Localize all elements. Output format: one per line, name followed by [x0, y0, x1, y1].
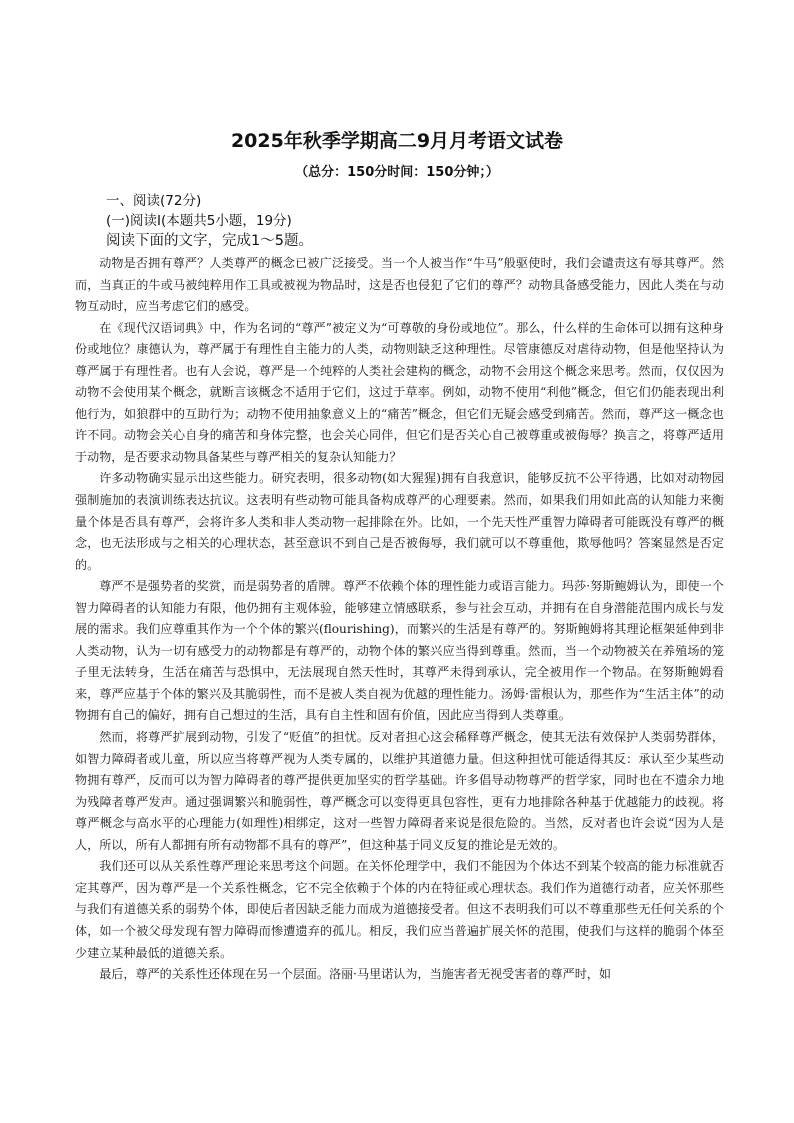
- passage-paragraph: 动物是否拥有尊严？人类尊严的概念已被广泛接受。当一个人被当作“牛马”般驱使时，我们会谴责这有辱其尊严。然而，当真正的牛或马被纯粹用作工具或被视为物品时，这是否也侵犯了它们的尊严？动物具备感受能力，因此人类在与动物互动时，应当考虑它们的感受。: [75, 256, 724, 314]
- passage-paragraph: 最后，尊严的关系性还体现在另一个层面。洛丽·马里诺认为，当施害者无视受害者的尊严时，如: [99, 967, 611, 982]
- section-heading: 一、阅读(72分): [106, 193, 202, 209]
- exam-title: 2025年秋季学期高二9月月考语文试卷: [230, 130, 564, 152]
- passage-paragraph: 许多动物确实显示出这些能力。研究表明，很多动物(如大猩猩)拥有自我意识，能够反抗不公平待遇，比如对动物园强制施加的表演训练表达抗议。这表明有些动物可能具备构成尊严的心理要素。然而，如果我们用如此高的认知能力来衡量个体是否具有尊严，会将许多人类和非人类动物一起排除在外。比如，一个先天性严重智力障碍者可能既没有尊严的概念，也无法形成与之相关的心理状态，甚至意识不到自己是否被侮辱，我们就可以不尊重他，欺辱他吗？答案显然是否定的。: [75, 471, 724, 572]
- sub-section-heading: (一)阅读Ⅰ(本题共5小题，19分): [106, 213, 292, 229]
- reading-instruction: 阅读下面的文字，完成1～5题。: [106, 233, 313, 249]
- passage-paragraph: 我们还可以从关系性尊严理论来思考这个问题。在关怀伦理学中，我们不能因为个体达不到某个较高的能力标准就否定其尊严，因为尊严是一个关系性概念，它不完全依赖于个体的内在特征或心理状态。我们作为道德行动者，应关怀那些与我们有道德关系的弱势个体，即使后者因缺乏能力而成为道德接受者。但这不表明我们可以不尊重那些无任何关系的个体，如一个被父母发现有智力障碍而惨遭遗弃的孤儿。相反，我们应当普遍扩展关怀的范围，使我们与这样的脆弱个体至少建立某种最低的道德关系。: [75, 859, 724, 960]
- passage-body: [75, 253, 724, 986]
- passage-paragraph: 尊严不是强势者的奖赏，而是弱势者的盾牌。尊严不依赖个体的理性能力或语言能力。玛莎·努斯鲍姆认为，即使一个智力障碍者的认知能力有限，他仍拥有主观体验，能够建立情感联系，参与社会互动，并拥有在自身潜能范围内成长与发展的需求。我们应尊重其作为一个个体的繁兴(flourishing)，而繁兴的生活是有尊严的。努斯鲍姆将其理论框架延伸到非人类动物，认为一切有感受力的动物都是有尊严的，动物个体的繁兴应当得到尊重。然而，当一个动物被关在养殖场的笼子里无法转身，生活在痛苦与恐惧中，无法展现自然天性时，其尊严未得到承认，完全被用作一个物品。在努斯鲍姆看来，尊严应基于个体的繁兴及其脆弱性，而不是被人类自视为优越的理性能力。汤姆·雷根认为，那些作为“生活主体”的动物拥有自己的偏好，拥有自己想过的生活，具有自主性和固有价值，因此应当得到人类尊重。: [75, 579, 724, 723]
- exam-subtitle: （总分：150分时间：150分钟；）: [295, 165, 499, 180]
- passage-paragraph: 然而，将尊严扩展到动物，引发了“贬值”的担忧。反对者担心这会稀释尊严概念，使其无法有效保护人类弱势群体，如智力障碍者或儿童，所以应当将尊严视为人类专属的，以维护其道德力量。但这种担忧可能适得其反：承认至少某些动物拥有尊严，反而可以为智力障碍者的尊严提供更加坚实的哲学基础。许多倡导动物尊严的哲学家，同时也在不遗余力地为残障者尊严发声。通过强调繁兴和脆弱性，尊严概念可以变得更具包容性，更有力地排除各种基于优越能力的歧视。将尊严概念与高水平的心理能力(如理性)相绑定，这对一些智力障碍者来说是很危险的。当然，反对者也许会说“因为人是人，所以，所有人都拥有所有动物都不具有的尊严”，但这种基于同义反复的推论是无效的。: [75, 730, 724, 852]
- passage-paragraph: 在《现代汉语词典》中，作为名词的“尊严”被定义为“可尊敬的身份或地位”。那么，什么样的生命体可以拥有这种身份或地位？康德认为，尊严属于有理性自主能力的人类，动物则缺乏这种理性。尽管康德反对虐待动物，但是他坚持认为尊严属于有理性者。也有人会说，尊严是一个纯粹的人类社会建构的概念，动物不会用这个概念来思考。然而，仅仅因为动物不会使用某个概念，就断言该概念不适用于它们，这过于草率。例如，动物不使用“利他”概念，但它们仍能表现出利他行为，如狼群中的互助行为；动物不使用抽象意义上的“痛苦”概念，但它们无疑会感受到痛苦。然而，尊严这一概念也许不同。动物会关心自身的痛苦和身体完整，也会关心同伴，但它们是否关心自己被尊重或被侮辱？换言之，将尊严适用于动物，是否要求动物具备某些与尊严相关的复杂认知能力？: [75, 320, 724, 464]
